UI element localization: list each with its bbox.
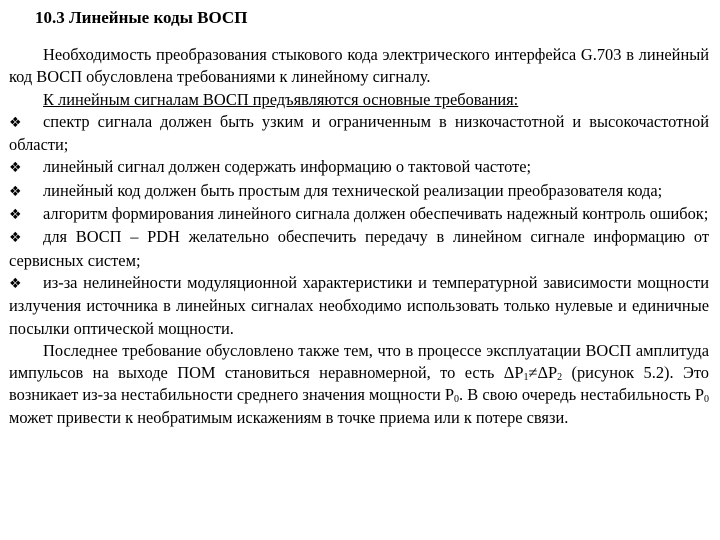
requirement-text: из-за нелинейности модуляционной характеристики и температурной зависимости мощности излучения источника в линейных сигналах необходимо использовать только нулевые и единичные посылки оптической мощности. (9, 272, 709, 338)
bullet-diamond-icon: ❖ (9, 183, 22, 200)
closing-text-2: (рисунок 5.2). Это возникает из-за нестабильности среднего значения мощности P (9, 363, 709, 405)
requirement-item (9, 180, 709, 203)
requirement-text: линейный сигнал должен содержать информацию о тактовой частоте; (43, 157, 532, 177)
requirement-item (9, 203, 709, 226)
bullet-diamond-icon: ❖ (9, 114, 22, 131)
delta-p-symbol: ΔP (503, 363, 524, 383)
bullet-diamond-icon: ❖ (9, 230, 22, 247)
requirement-text: алгоритм формирования линейного сигнала должен обеспечивать надежный контроль ошибок; (43, 204, 709, 224)
closing-text-4: может привести к необратимым искажениям в точке приема или к потере связи. (9, 407, 569, 427)
requirement-item (9, 111, 709, 157)
document-page (9, 8, 709, 429)
requirement-item (9, 226, 709, 272)
requirement-text: спектр сигнала должен быть узким и ограниченным в низкочастотной и высокочастотной области; (9, 111, 709, 155)
subscript-1: 1 (523, 372, 529, 384)
subscript-0: 0 (704, 394, 709, 406)
intro-paragraph: Необходимость преобразования стыкового кода электрического интерфейса G.703 в линейный код ВОСП обусловлена требованиями к линейному сигналу. (9, 45, 709, 87)
closing-paragraph (9, 340, 709, 429)
subscript-0: 0 (454, 394, 460, 406)
requirement-text: линейный код должен быть простым для технической реализации преобразователя кода; (43, 180, 663, 200)
not-equal-symbol: ≠ (528, 363, 538, 383)
bullet-diamond-icon: ❖ (9, 275, 22, 292)
bullet-diamond-icon: ❖ (9, 207, 22, 224)
requirement-item (9, 156, 709, 179)
section-heading: 10.3 Линейные коды ВОСП (35, 8, 248, 27)
closing-text-1: Последнее требование обусловлено также тем, что в процессе эксплуатации ВОСП амплитуда импульсов на выходе ПОМ становиться неравномерной, то есть (9, 340, 709, 383)
requirement-text: для ВОСП – PDH желательно обеспечить передачу в линейном сигнале информацию от сервисных систем; (9, 227, 709, 270)
bullet-diamond-icon: ❖ (9, 160, 22, 177)
requirements-lead-text: К линейным сигналам ВОСП предъявляются основные требования: (43, 89, 519, 109)
closing-text-3: . В свою очередь нестабильность P (459, 385, 704, 405)
delta-p-symbol: ΔP (537, 363, 558, 383)
subscript-2: 2 (557, 372, 563, 384)
requirements-lead (9, 89, 709, 111)
requirement-item (9, 272, 709, 340)
